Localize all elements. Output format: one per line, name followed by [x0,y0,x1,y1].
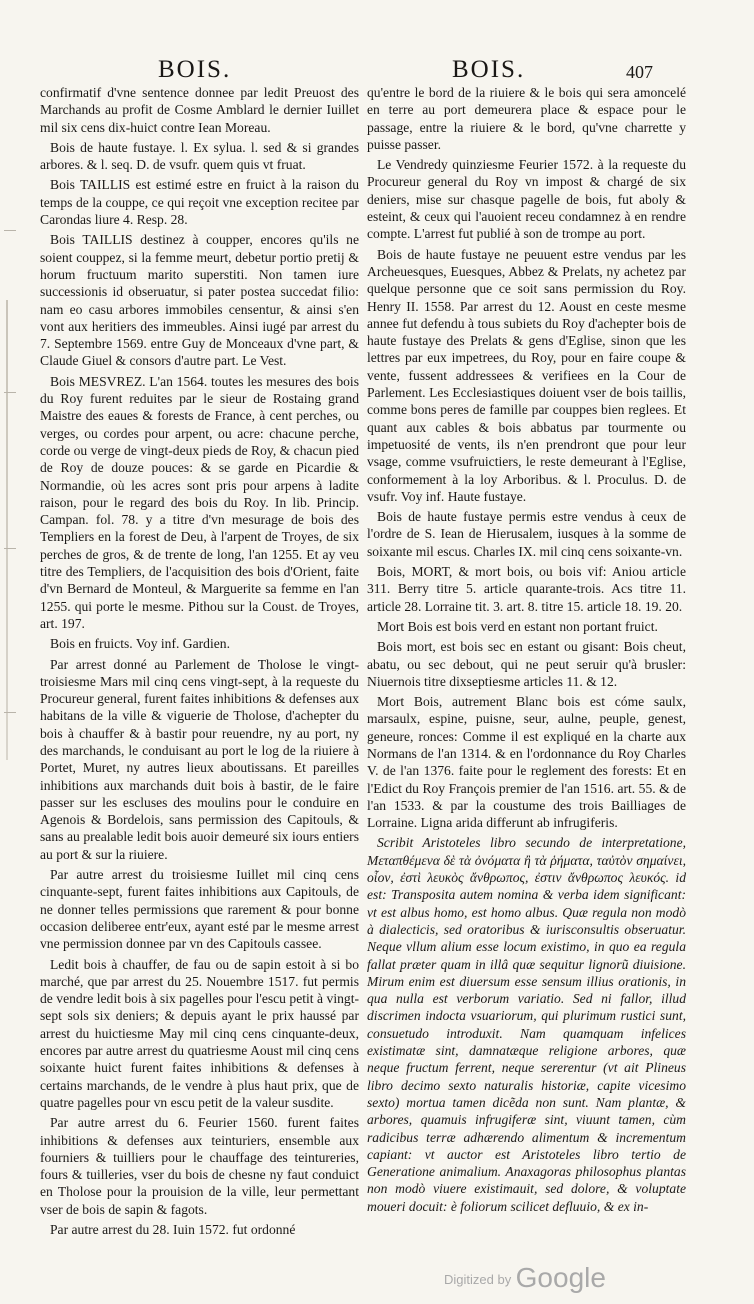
paragraph: qu'entre le bord de la riuiere & le bois qui sera amoncelé en terre au port demeurera place & espace pour le passage, entre la riuiere & le bord, qu'vne charrette y puisse passer. [367,85,686,152]
page-edge-mark [4,392,16,393]
paragraph: Bois, MORT, & mort bois, ou bois vif: Aniou article 311. Berry titre 5. article quarante-trois. Acs titre 11. article 28. Lorraine tit. 3. art. 8. titre 15. article 18. 19. 20. [367,564,686,614]
paragraph: Mort Bois est bois verd en estant non portant fruict. [377,618,658,634]
paragraph: Ledit bois à chauffer, de fau ou de sapin estoit à si bo marché, que par arrest du 25. Nouembre 1517. fut permis de vendre ledit bois à six pagelles pour l'escu petit à vingt-sept sols six deniers; & depuis ayant le prix haussé par arrest du huictiesme May mil cinq cens cinquante-deux, encores par autre arrest du quatriesme Aoust mil cinq cens soixante huict furent faites inhibitions & defenses à certains marchands, de le vendre à plus haut prix, que de quatre pagelles pour vn escu petit de la valeur susdite. [40,956,359,1110]
right-column [367,84,686,1218]
paragraph: Bois TAILLIS est estimé estre en fruict à la raison du temps de la couppe, ce qui reçoit vne exception recitee par Carondas liure 4. Resp. 28. [40,177,359,228]
paragraph: Par autre arrest du 6. Feurier 1560. furent faites inhibitions & defenses aux teinturiers, ensemble aux fourniers & tuilliers pour le chauffage des teintureries, fours & tuilleries, vser du bois de chesne ny faut conduict en Tholose pour la prouision de la ville, leur permettant vser de bois de sapin & fagots. [40,1115,359,1217]
paragraph: Bois mort, est bois sec en estant ou gisant: Bois cheut, abatu, ou sec debout, qui ne peut seruir qu'à brusler: Niuernois titre dixseptiesme articles 11. & 12. [367,639,686,689]
paragraph: Bois de haute fustaye ne peuuent estre vendus par les Archeuesques, Euesques, Abbez & Prelats, ny achetez par quelque personne que ce soit sans permission du Roy. Henry II. 1558. Par arrest du 12. Aoust en ceste mesme annee fut defendu à tous subiets du Roy d'achepter bois de haute fustaye des Prelats & gens d'Eglise, sinon que les lettres par eux impetrees, du Roy, pour en faire coupe & vente, fussent addressees & verifiees en la Cour de Parlement. Les Ecclesiastiques doiuent vser de bois taillis, comme bons peres de famille par couppes bien reglees. Et quant aux cables & bois abbatus par tourmente ou impetuosité de vents, ils n'en prendront que pour leur vsage, comme vsufruictiers, le reste demeurant à l'Eglise, conformement à la loy Arboribus. & l. Proculus. D. de vsufr. Voy inf. Haute fustaye. [367,246,686,504]
page-edge-mark [4,548,16,549]
watermark-prefix: Digitized by [444,1272,512,1287]
paragraph: Bois TAILLIS destinez à coupper, encores qu'ils ne soient couppez, si la femme meurt, debetur portio pretij & horum fructuum marito superstiti. Non tamen iure successionis id obseruatur, si pater postea succedat filio: nam eo casu arbores immobiles censentur, & ainsi s'en vont aux heritiers des immeubles. Ainsi iugé par arrest du 7. Septembre 1569. entre Guy de Monceaux d'vne part, & Claude Giuel & consors d'autre part. Le Vest. [40,232,359,369]
left-column [40,84,359,1241]
paragraph: Mort Bois, autrement Blanc bois est cóme saulx, marsaulx, espine, puisne, seur, aulne, peuple, genest, geneure, ronces: Comme il est expliqué en la charte aux Normans de l'an 1314. & en l'ordonnance du Roy Charles V. de l'an 1376. faite pour le reglement des forests: Et en l'Edict du Roy François premier de l'an 1516. art. 55. & de l'an 1533. & par la coustume des trois Bailliages de Lorraine. Ligna arida differunt ab infrugiferis. [367,694,686,831]
digitization-watermark [444,1262,606,1294]
paragraph: Bois de haute fustaye permis estre vendus à ceux de l'ordre de S. Iean de Hierusalem, iusques à la somme de soixante mil escus. Charles IX. mil cinq cens soixante-vn. [367,509,686,559]
paragraph: Par arrest donné au Parlement de Tholose le vingt-troisiesme Mars mil cinq cens vingt-sept, à la requeste du Procureur general, furent faites inhibitions & defenses aux habitans de la ville & viguerie de Tholose, d'achepter du bois à chauffer & à bastir pour reuendre, ny au port, ny des marchands, le conduisant au port le log de la riuiere à Portet, Muret, ny autres lieux aboutissans. Et pareilles inhibitions aux marchands duit bois à bastir, de le faire passer sur les escluses des moulins pour le conduire en Agenois & Bordelois, sans permission des Capitouls, & sans au prealable ledit bois auoir demeuré six iours entiers au port & sur la riuiere. [40,656,359,862]
left-running-head: BOIS. [158,56,232,83]
watermark-logo: Google [515,1262,606,1293]
running-header [0,56,754,86]
paragraph: Le Vendredy quinziesme Feurier 1572. à la requeste du Procureur general du Roy vn impost & chargé de six deniers, mise sur chasque pagelle de bois, fut aboly & esteint, & ceux qui l'auoient receu condamnez à en rendre compte. L'arrest fut publié à son de trompe au port. [367,157,686,242]
paragraph: Par autre arrest du 28. Iuin 1572. fut ordonné [50,1222,296,1237]
paragraph: confirmatif d'vne sentence donnee par ledit Preuost des Marchands au profit de Cosme Amblard le dernier Iuillet mil six cens dix-huict contre Iean Moreau. [40,85,359,135]
latin-paragraph: Scribit Aristoteles libro secundo de interpretatione, Μεταπθέμενα δὲ τὰ ὀνόματα ἢ τὰ ῥήματα, ταὐτὸν σημαίνει, οἷον, ἐστὶ λευκὸς ἄνθρωπος, ἐστιν ἄνθρωπος λευκός. id est: Transposita autem nomina & verba idem significant: vt est albus homo, est homo albus. Quæ regula non modò à dialecticis, sed oratoribus & iurisconsultis obseruatur. Neque vllum alium esse locum existimo, in quo ea regula fallat præter quam in illâ quæ sequitur lignorũ diuisione. Mirum enim est diuersum esse sensum illius orationis, in qua nulla est verborum variatio. Sed ni fallor, illud discrimen indocta vsuariorum, qui plurimum rustici sunt, consuetudo introduxit. Nam quamquam infelices existimatæ sint, damnatæque religione arbores, quæ neque fructum ferrent, neque sererentur (vt ait Plineus libro decimo sexto naturalis historiæ, capite vicesimo sexto) mortua tamen dicẽda non sunt. Nam plantæ, & arbores, quamuis infrugiferæ sint, viuunt tamen, cùm radicibus terræ adhærendo alimentum & incrementum capiant: vt auctor est Aristoteles libro tertio de Generatione animalium. Anaxagoras philosophus plantas non modò viuere existimauit, sed dolore, & voluptate moueri docuit: è foliorum scilicet defluuio, & ex in- [367,835,686,1214]
gutter-shadow [6,300,8,760]
paragraph: Bois de haute fustaye. l. Ex sylua. l. sed & si grandes arbores. & l. seq. D. de vsufr. quem quis vt fruat. [40,139,359,173]
paragraph: Par autre arrest du troisiesme Iuillet mil cinq cens cinquante-sept, furent faites inhibitions aux Capitouls, de ne donner telles permissions que rarement & pour bonne occasion deliberee entr'eux, ayant esté par le mesme arrest vne permission donnee par vn des Capitouls cassee. [40,867,359,952]
right-running-head: BOIS. [452,56,526,83]
paragraph: Bois en fruicts. Voy inf. Gardien. [50,636,230,652]
page-number: 407 [626,62,653,82]
page-edge-mark [4,230,16,231]
paragraph: Bois MESVREZ. L'an 1564. toutes les mesures des bois du Roy furent reduites par le sieur de Rostaing grand Maistre des eaues & forests de France, à cent perches, ou verges, ou cordes pour arpent, ou acre: chacune perche, corde ou verge de vingt-deux pieds de Roy, & chacun pied de Roy de douze pouces: & se garde en Picardie & Normandie, où les acres sont pris pour arpens à ladite raison, pour le regard des bois du Roy. In lib. Princip. Campan. fol. 78. y a titre d'vn mesurage de bois des Templiers en la forest de Deu, à l'arpent de Troyes, de six perches de gros, & de trente de long, l'an 1255. Et ay veu titre des Templiers, de l'acquisition des bois d'Orient, faite d'vn Bernard de Monteul, & Marguerite sa femme en l'an 1255. qui porte le mesme. Pithou sur la Coust. de Troyes, art. 197. [40,373,359,631]
page-edge-mark [4,712,16,713]
